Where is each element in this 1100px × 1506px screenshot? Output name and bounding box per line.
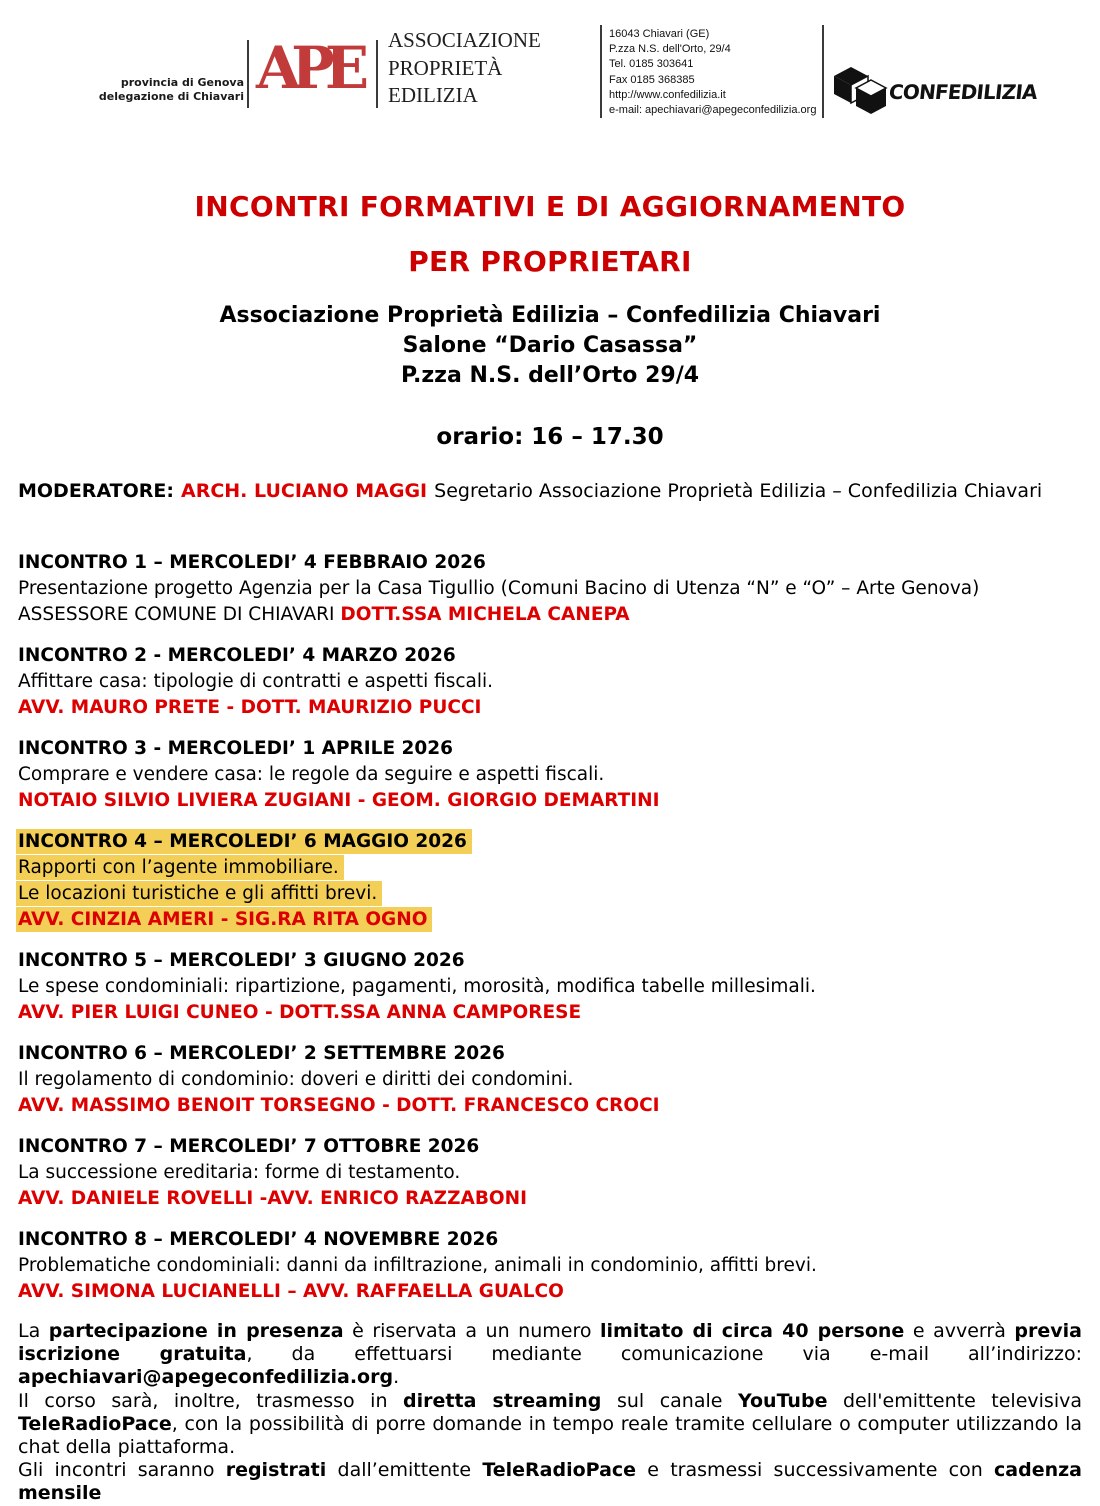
province-label [96, 76, 244, 103]
meeting-title-text: INCONTRO 3 - MERCOLEDI’ 1 APRILE 2026 [18, 738, 454, 759]
meeting-item [18, 550, 1082, 628]
meeting-title-text: INCONTRO 4 – MERCOLEDI’ 6 MAGGIO 2026 [16, 829, 472, 854]
meeting-item [18, 1134, 1082, 1212]
meeting-speakers [18, 1186, 1082, 1212]
speaker-segment: AVV. MASSIMO BENOIT TORSEGNO - DOTT. FRANCESCO CROCI [18, 1095, 660, 1116]
meeting-title-text: INCONTRO 2 - MERCOLEDI’ 4 MARZO 2026 [18, 645, 456, 666]
meeting-description-text: Comprare e vendere casa: le regole da seguire e aspetti fiscali. [18, 764, 605, 785]
province-line1: provincia di Genova [120, 76, 244, 89]
association-wordmark [388, 27, 541, 110]
closing-paragraph-segment: limitato di circa 40 persone [600, 1320, 905, 1342]
meeting-speakers [18, 788, 1082, 814]
divider-bar [600, 25, 602, 118]
closing-paragraph-segment: cadenza mensile [18, 1459, 1082, 1505]
closing-paragraphs [18, 1320, 1082, 1506]
meeting-speakers-text [18, 1188, 527, 1209]
contact-website: http://www.confedilizia.it [609, 88, 726, 101]
speaker-segment: NOTAIO SILVIO LIVIERA ZUGIANI - GEOM. GIORGIO DEMARTINI [18, 790, 660, 811]
meeting-speakers-text [18, 697, 481, 718]
meeting-description [18, 576, 1082, 602]
meeting-description [18, 1160, 1082, 1186]
speaker-segment: AVV. CINZIA AMERI - SIG.RA RITA OGNO [18, 909, 428, 930]
divider-bar [247, 40, 249, 108]
closing-paragraph [18, 1459, 1082, 1505]
divider-bar [822, 25, 824, 118]
closing-paragraph-segment: registrati [225, 1459, 327, 1482]
meeting-title [18, 736, 1082, 762]
meeting-title-text: INCONTRO 8 – MERCOLEDI’ 4 NOVEMBRE 2026 [18, 1229, 499, 1250]
meeting-speakers-text [16, 907, 432, 932]
meeting-speakers-text [18, 1002, 581, 1023]
confedilizia-cubes-icon [830, 66, 888, 118]
association-line1: ASSOCIAZIONE [388, 28, 541, 52]
closing-paragraph-segment: apechiavari@apegeconfedilizia.org [18, 1366, 394, 1389]
meeting-title [18, 550, 1082, 576]
meeting-description [18, 855, 1082, 881]
meeting-item [18, 948, 1082, 1026]
venue-organizer: Associazione Proprietà Edilizia – Confedilizia Chiavari [219, 303, 881, 328]
meeting-title [18, 829, 1082, 855]
meeting-speakers [18, 1000, 1082, 1026]
meeting-description-text: Il regolamento di condominio: doveri e diritti dei condomini. [18, 1069, 574, 1090]
meeting-description [18, 1067, 1082, 1093]
closing-paragraph-segment: sul canale [601, 1389, 738, 1412]
meeting-description-text: Le locazioni turistiche e gli affitti brevi. [16, 881, 382, 906]
closing-paragraph-segment: dell'emittente televisiva [827, 1389, 1082, 1412]
speaker-segment: ASSESSORE COMUNE DI CHIAVARI [18, 604, 341, 625]
meeting-description [18, 974, 1082, 1000]
closing-paragraph-segment: diretta streaming [403, 1389, 602, 1412]
page-title-line1: INCONTRI FORMATIVI E DI AGGIORNAMENTO [194, 190, 906, 223]
venue-hall: Salone “Dario Casassa” [402, 333, 698, 358]
meeting-speakers [18, 907, 1082, 933]
meeting-title-text: INCONTRO 7 – MERCOLEDI’ 7 OTTOBRE 2026 [18, 1136, 480, 1157]
schedule-time: orario: 16 – 17.30 [436, 424, 664, 450]
association-line3: EDILIZIA [388, 83, 478, 107]
confedilizia-wordmark: CONFEDILIZIA [887, 80, 1039, 104]
meeting-speakers-text [18, 604, 630, 625]
contact-email: e-mail: apechiavari@apegeconfedilizia.org [609, 104, 817, 117]
meeting-description [18, 669, 1082, 695]
meeting-description [18, 881, 1082, 907]
meeting-description-text: Rapporti con l’agente immobiliare. [16, 855, 344, 880]
contact-address-line2: P.zza N.S. dell'Orto, 29/4 [609, 43, 731, 56]
meeting-description-text: Affittare casa: tipologie di contratti e aspetti fiscali. [18, 671, 494, 692]
meeting-item [18, 643, 1082, 721]
contact-fax: Fax 0185 368385 [609, 73, 695, 86]
province-line2: delegazione di Chiavari [98, 89, 244, 103]
closing-paragraph-segment: . [393, 1366, 400, 1389]
meeting-speakers [18, 695, 1082, 721]
closing-paragraph-segment: è riservata a un numero [343, 1320, 601, 1342]
meeting-speakers-text [18, 1095, 660, 1116]
contact-address-line1: 16043 Chiavari (GE) [609, 28, 710, 40]
meeting-description [18, 762, 1082, 788]
closing-paragraph [18, 1320, 1082, 1390]
closing-paragraph-segment: e trasmessi successivamente con [636, 1459, 995, 1482]
speaker-segment: AVV. MAURO PRETE - DOTT. MAURIZIO PUCCI [18, 697, 482, 718]
meeting-speakers-text [18, 790, 660, 811]
speaker-segment: DOTT.SSA MICHELA CANEPA [340, 604, 630, 625]
meeting-title-text: INCONTRO 1 – MERCOLEDI’ 4 FEBBRAIO 2026 [18, 552, 486, 573]
meeting-description-text: Le spese condominiali: ripartizione, pagamenti, morosità, modifica tabelle millesimali. [18, 976, 816, 997]
meeting-speakers [18, 1093, 1082, 1119]
meeting-speakers-text [18, 1281, 564, 1302]
meeting-title-text: INCONTRO 5 – MERCOLEDI’ 3 GIUGNO 2026 [18, 950, 465, 971]
speaker-segment: AVV. DANIELE ROVELLI -AVV. ENRICO RAZZABONI [18, 1188, 528, 1209]
closing-paragraph-segment: previa iscrizione gratuita [18, 1320, 1082, 1366]
closing-paragraph [18, 1390, 1082, 1460]
closing-paragraph-segment: Il corso sarà, inoltre, trasmesso in [18, 1389, 404, 1412]
association-line2: PROPRIETÀ [388, 55, 503, 80]
venue-block [18, 301, 1082, 391]
closing-paragraph-segment: Gli incontri saranno [18, 1459, 226, 1482]
meeting-speakers [18, 602, 1082, 628]
closing-paragraph-segment: , con la possibilità di porre domande in tempo reale tramite cellulare o computer utilizzando la chat della piattaforma. [18, 1412, 1082, 1459]
meeting-title [18, 1227, 1082, 1253]
closing-paragraph-segment: La [18, 1320, 49, 1342]
meeting-item [18, 1041, 1082, 1119]
meeting-item [18, 1227, 1082, 1305]
moderator-line [18, 479, 1082, 503]
page-title [18, 190, 1082, 279]
speaker-segment: AVV. PIER LUIGI CUNEO - DOTT.SSA ANNA CAMPORESE [18, 1002, 582, 1023]
page-title-line2: PER PROPRIETARI [408, 245, 692, 278]
contact-block [609, 27, 816, 118]
letterhead [0, 0, 1100, 130]
meetings-list [18, 550, 1082, 1305]
meeting-item [18, 829, 1082, 933]
closing-paragraph-segment: dall’emittente [326, 1459, 483, 1482]
meeting-description [18, 1253, 1082, 1279]
meeting-title [18, 948, 1082, 974]
closing-paragraph-segment: e avverrà [904, 1320, 1015, 1342]
meeting-title [18, 643, 1082, 669]
meeting-title-text: INCONTRO 6 – MERCOLEDI’ 2 SETTEMBRE 2026 [18, 1043, 505, 1064]
speaker-segment: AVV. SIMONA LUCIANELLI – AVV. RAFFAELLA GUALCO [18, 1281, 564, 1302]
closing-paragraph-segment: , da effettuarsi mediante comunicazione via e-mail all’indirizzo: [246, 1343, 1082, 1366]
divider-bar [376, 40, 378, 108]
moderator-role: Segretario Associazione Proprietà Edilizia – Confedilizia Chiavari [434, 480, 1043, 502]
meeting-title [18, 1134, 1082, 1160]
meeting-description-text: Problematiche condominiali: danni da infiltrazione, animali in condominio, affitti brevi. [18, 1255, 817, 1276]
meeting-title [18, 1041, 1082, 1067]
meeting-item [18, 736, 1082, 814]
meeting-description-text: La successione ereditaria: forme di testamento. [18, 1162, 461, 1183]
venue-address: P.zza N.S. dell’Orto 29/4 [400, 363, 700, 388]
closing-paragraph-segment: TeleRadioPace [18, 1412, 172, 1435]
closing-paragraph-segment: partecipazione in presenza [48, 1320, 344, 1342]
closing-paragraph-segment: TeleRadioPace [482, 1459, 637, 1482]
closing-paragraph-segment: YouTube [737, 1389, 828, 1412]
meeting-speakers [18, 1279, 1082, 1305]
confedilizia-logo [830, 66, 1037, 118]
meeting-description-text: Presentazione progetto Agenzia per la Casa Tigullio (Comuni Bacino di Utenza “N” e “O” – Arte Genova) [18, 578, 980, 599]
contact-phone: Tel. 0185 303641 [609, 58, 694, 71]
ape-logo: APE [256, 34, 360, 102]
moderator-label: MODERATORE: [18, 480, 174, 502]
moderator-name: ARCH. LUCIANO MAGGI [181, 480, 428, 502]
